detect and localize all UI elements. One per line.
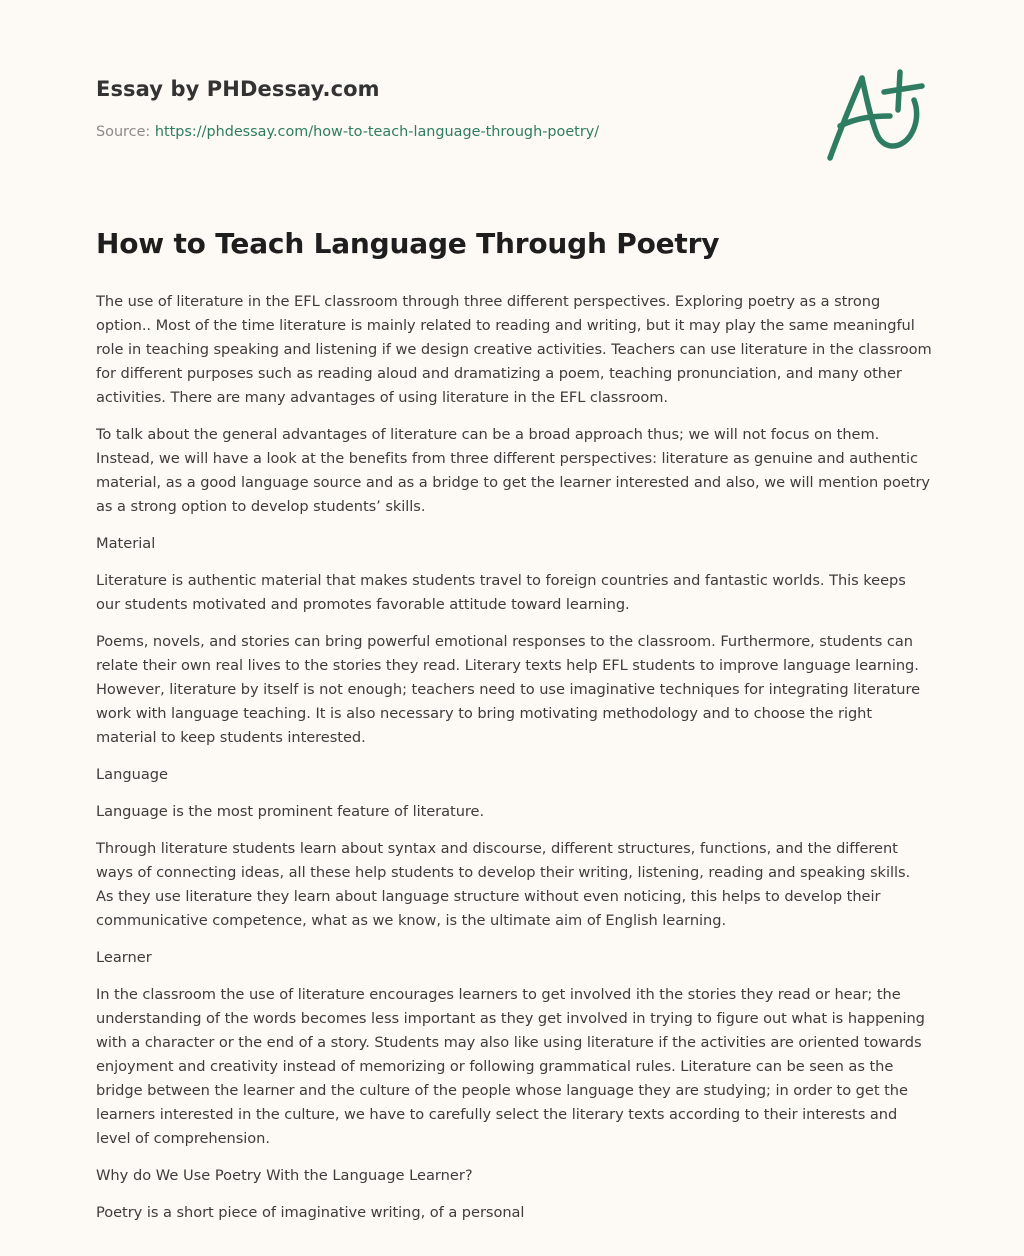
page-header [96, 74, 796, 142]
paragraph-material-2: Poems, novels, and stories can bring powerful emotional responses to the classroom. Furthermore, students can relate their own real lives to the stories they read. Literary texts help EFL students to improve language learning. However, literature by itself is not enough; teachers need to use imaginative techniques for integrating literature work with language teaching. It is also necessary to bring motivating methodology and to choose the right material to keep students interested. [96, 633, 921, 746]
source-line [96, 122, 796, 142]
paragraph-language-2: Through literature students learn about syntax and discourse, different structures, functions, and the different ways of connecting ideas, all these help students to develop their writing, listening, reading and speaking skills. As they use literature they learn about language structure without even noticing, this helps to develop their communicative competence, what as we know, is the ultimate aim of English learning. [96, 840, 911, 929]
brand-title: Essay by PHDessay.com [96, 77, 380, 101]
paragraph-intro: The use of literature in the EFL classroom through three different perspectives. Exploring poetry as a strong option.. Most of the time literature is mainly related to reading and writing, but it may play the same meaningful role in teaching speaking and listening if we design creative activities. Teachers can use literature in the classroom for different purposes such as reading aloud and dramatizing a poem, teaching pronunciation, and many other activities. There are many advantages of using literature in the EFL classroom. [96, 293, 932, 406]
subheading-language: Language [96, 766, 169, 783]
source-link[interactable]: https://phdessay.com/how-to-teach-language-through-poetry/ [154, 124, 600, 140]
subheading-why-poetry: Why do We Use Poetry With the Language Learner? [96, 1167, 473, 1184]
paragraph-perspectives: To talk about the general advantages of literature can be a broad approach thus; we will not focus on them. Instead, we will have a look at the benefits from three different perspectives: literature as genuine and authentic material, as a good language source and as a bridge to get the learner interested and also, we will mention poetry as a strong option to develop students’ skills. [96, 426, 930, 515]
subheading-material: Material [96, 535, 156, 552]
article-body [96, 222, 932, 1238]
subheading-learner: Learner [96, 949, 152, 966]
a-plus-grade-icon [820, 66, 930, 166]
paragraph-learner: In the classroom the use of literature encourages learners to get involved ith the stories they read or hear; the understanding of the words becomes less important as they get involved in trying to figure out what is happening with a character or the end of a story. Students may also like using literature if the activities are oriented towards enjoyment and creativity instead of memorizing or following grammatical rules. Literature can be seen as the bridge between the learner and the culture of the people whose language they are studying; in order to get the learners interested in the culture, we have to carefully select the literary texts according to their interests and level of comprehension. [96, 986, 925, 1147]
source-label: Source: [96, 124, 151, 140]
article-title: How to Teach Language Through Poetry [96, 227, 720, 260]
paragraph-language-1: Language is the most prominent feature of literature. [96, 803, 485, 820]
paragraph-material-1: Literature is authentic material that makes students travel to foreign countries and fantastic worlds. This keeps our students motivated and promotes favorable attitude toward learning. [96, 572, 906, 613]
paragraph-poetry-definition: Poetry is a short piece of imaginative writing, of a personal [96, 1204, 525, 1221]
